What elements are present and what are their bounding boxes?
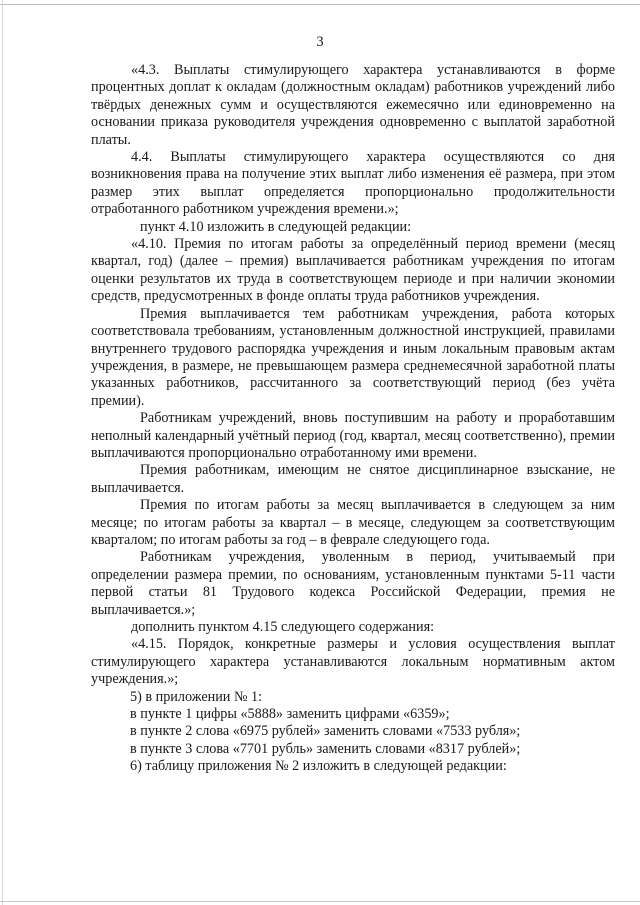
paragraph-dismissed: Работникам учреждения, уволенным в период, учитываемый при определении размера премии, по основаниям, установленным пунктами 5-11 части первой статьи 81 Трудового кодекса Российской Федерации, премия не выплачивается.»;: [91, 549, 615, 618]
paragraph-payment-timing: Премия по итогам работы за месяц выплачивается в следующем за ним месяце; по итогам работы за квартал – в месяце, следующем за соответствующим кварталом; по итогам работы за год – в феврале следующего года.: [91, 497, 615, 548]
document-body: [91, 62, 615, 776]
paragraph-4-3: «4.3. Выплаты стимулирующего характера устанавливаются в форме процентных доплат к окладам (должностным окладам) работников учреждений либо твёрдых денежных сумм и осуществляются ежемесячно или единовременно на основании приказа руководителя учреждения одновременно с выплатой заработной платы.: [91, 62, 615, 148]
list-item: в пункте 2 слова «6975 рублей» заменить словами «7533 рубля»;: [130, 723, 521, 740]
paragraph-new-employees: Работникам учреждений, вновь поступившим на работу и проработавшим неполный календарный учётный период (год, квартал, месяц соответственно), премии выплачиваются пропорционально отработанному ими времени.: [91, 410, 615, 461]
paragraph-4-15-intro: дополнить пунктом 4.15 следующего содержания:: [131, 619, 435, 635]
list-item: в пункте 1 цифры «5888» заменить цифрами «6359»;: [130, 706, 450, 723]
paragraph-4-10: «4.10. Премия по итогам работы за определённый период времени (месяц квартал, год) (далее – премия) выплачивается работникам учреждения по итогам оценки результатов их труда в соответствующем периоде и при наличии экономии средств, предусмотренных в фонде оплаты труда работников учреждения.: [91, 236, 615, 305]
list-item: в пункте 3 слова «7701 рубль» заменить словами «8317 рублей»;: [130, 740, 521, 757]
paragraph-disciplinary: Премия работникам, имеющим не снятое дисциплинарное взыскание, не выплачивается.: [91, 462, 615, 496]
scan-edge-top: [0, 4, 640, 5]
paragraph-4-10-intro: пункт 4.10 изложить в следующей редакции:: [140, 218, 412, 235]
paragraph-4-15: «4.15. Порядок, конкретные размеры и условия осуществления выплат стимулирующего характера устанавливаются локальным нормативным актом учреждения.»;: [91, 636, 615, 688]
list-item: 6) таблицу приложения № 2 изложить в следующей редакции:: [130, 758, 507, 775]
list-item: 5) в приложении № 1:: [130, 688, 263, 705]
scan-edge-bottom: [0, 901, 640, 902]
page-number: 3: [316, 34, 324, 50]
paragraph-4-4: 4.4. Выплаты стимулирующего характера осуществляются со дня возникновения права на получение этих выплат либо изменения её размера, при этом размер этих выплат определяется пропорционально продолжительности отработанного работником учреждения времени.»;: [91, 149, 615, 218]
amendments-list: [91, 689, 615, 776]
paragraph-premium-conditions: Премия выплачивается тем работникам учреждения, работа которых соответствовала требованиям, установленным должностной инструкцией, правилами внутреннего трудового распорядка учреждения и иным локальным правовым актам учреждения, в размере, не превышающем размера среднемесячной заработной платы указанных работников, рассчитанного за соответствующий период (без учёта премии).: [91, 305, 615, 409]
scan-edge-left: [2, 0, 3, 905]
